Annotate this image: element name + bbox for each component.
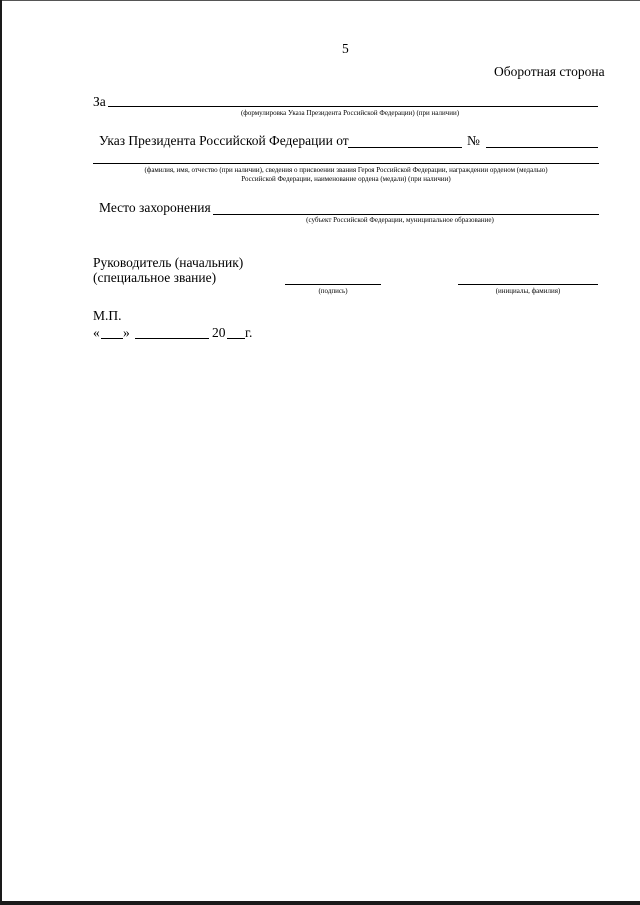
scan-edge-top (0, 0, 640, 1)
date-day-line[interactable] (101, 338, 123, 339)
side-label: Оборотная сторона (494, 64, 605, 79)
decree-date-line[interactable] (348, 147, 462, 148)
burial-caption: (субъект Российской Федерации, муниципальное образование) (306, 216, 494, 224)
date-close-quote: » (123, 325, 130, 340)
date-year-prefix: 20 (212, 325, 226, 340)
date-year-suffix: г. (245, 325, 253, 340)
burial-label: Место захоронения (99, 200, 211, 215)
decree-label: Указ Президента Российской Федерации от (99, 133, 349, 148)
za-label: За (93, 94, 106, 109)
page-number: 5 (342, 41, 349, 56)
person-caption-line2: Российской Федерации, наименование ордена (медали) (при наличии) (241, 175, 451, 183)
date-month-line[interactable] (135, 338, 209, 339)
decree-number-line[interactable] (486, 147, 598, 148)
initials-caption: (инициалы, фамилия) (495, 287, 561, 295)
head-title-line2: (специальное звание) (93, 270, 217, 285)
za-caption: (формулировка Указа Президента Российской Федерации) (при наличии) (240, 109, 460, 117)
signature-caption: (подпись) (318, 287, 348, 295)
person-caption-line1: (фамилия, имя, отчество (при наличии), сведения о присвоении звания Героя Российской Федерации, награждении орденом (медалью) (144, 166, 548, 174)
signature-line[interactable] (285, 284, 381, 285)
scan-edge-left (0, 0, 2, 905)
initials-line[interactable] (458, 284, 598, 285)
date-year-line[interactable] (227, 338, 245, 339)
burial-fill-line[interactable] (213, 214, 599, 215)
za-fill-line[interactable] (108, 106, 598, 107)
decree-number-sign: № (467, 133, 480, 148)
person-fill-line[interactable] (93, 163, 599, 164)
scan-edge-bottom (0, 901, 640, 905)
head-title-line1: Руководитель (начальник) (93, 255, 244, 270)
stamp-label: М.П. (93, 308, 122, 323)
date-open-quote: « (93, 325, 100, 340)
